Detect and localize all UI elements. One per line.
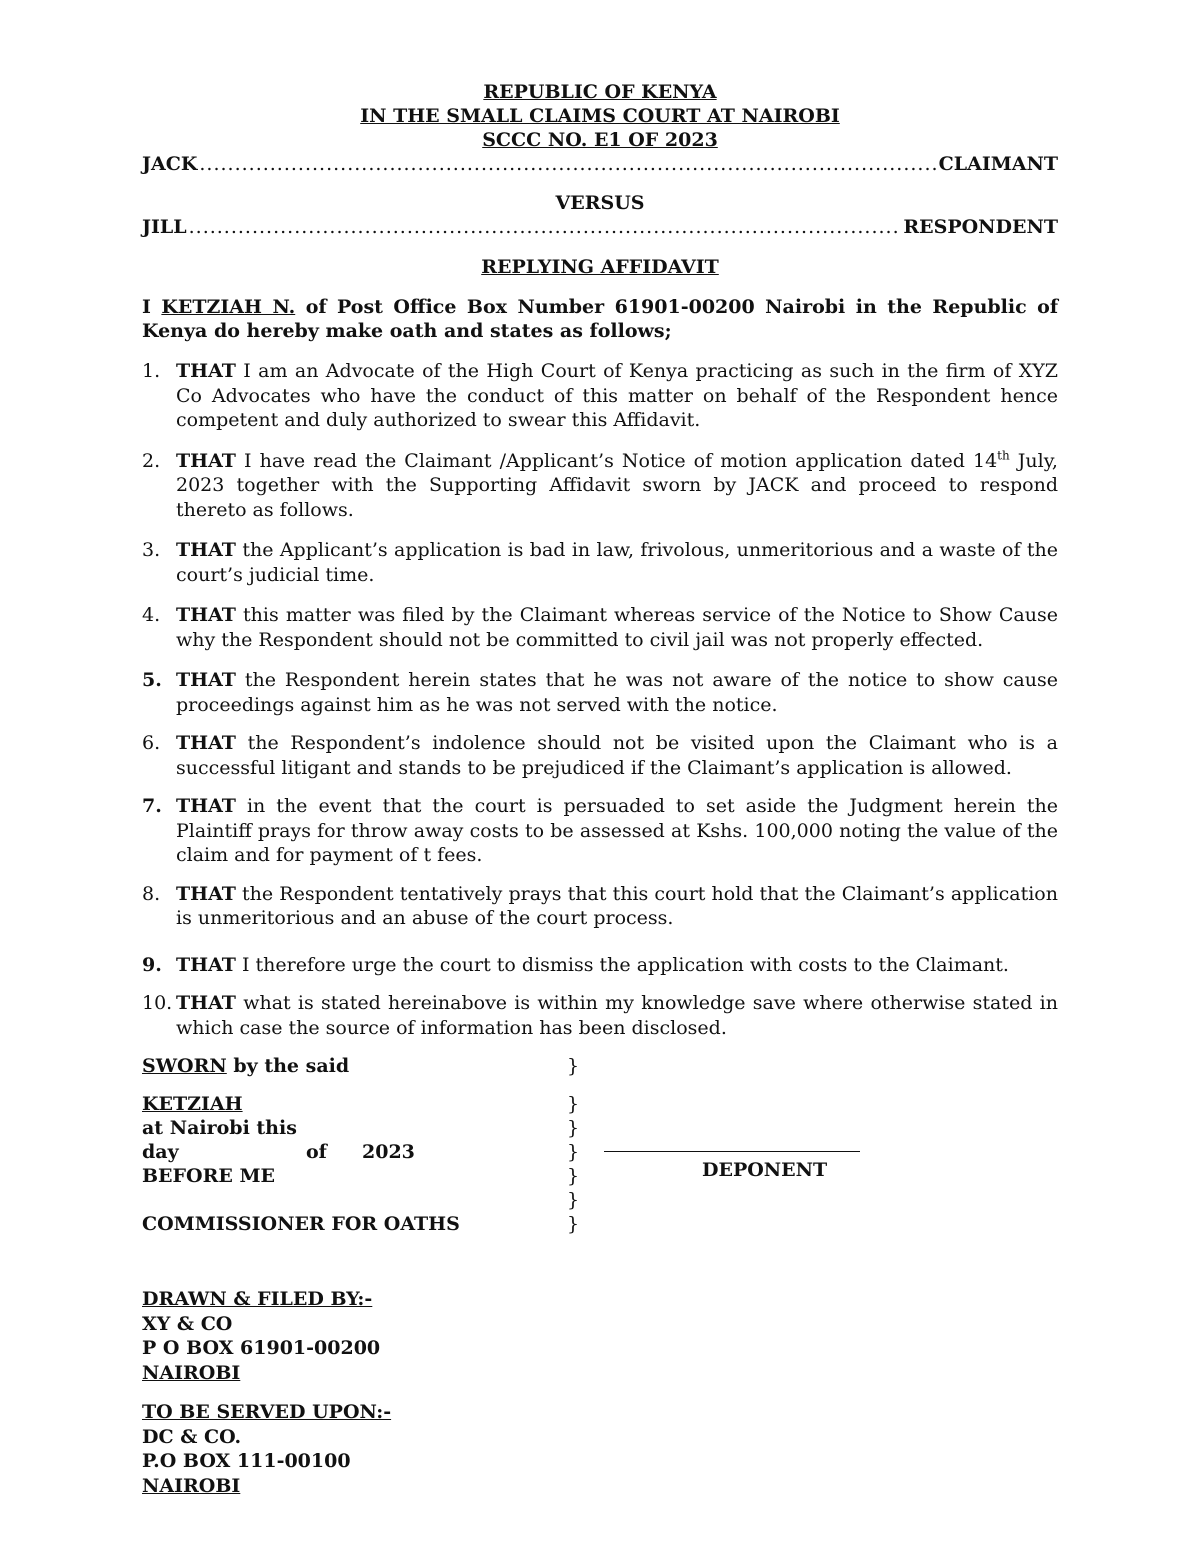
leader-dots (189, 215, 902, 239)
drawn-heading: DRAWN & FILED BY:- (142, 1288, 373, 1310)
jurat-by-the-said: by the said (226, 1055, 350, 1077)
respondent-line (142, 215, 1058, 239)
para-number: 7. (142, 795, 162, 817)
brace: } (567, 1165, 580, 1187)
jurat-row (142, 1164, 1058, 1188)
intro-paragraph (142, 295, 1058, 343)
respondent-name: JILL (142, 216, 187, 238)
para-number: 2. (142, 449, 161, 472)
jurat-day: day (142, 1141, 179, 1163)
para-lead: THAT (176, 953, 236, 976)
served-upon-block (142, 1400, 1058, 1498)
drawn-filed-block (142, 1287, 1058, 1385)
list-item (142, 991, 1058, 1040)
list-item (142, 359, 1058, 433)
jurat-block (142, 1054, 1058, 1236)
jurat-row (142, 1212, 1058, 1236)
claimant-role: CLAIMANT (938, 153, 1058, 175)
affidavit-page (142, 80, 1058, 1498)
jurat-row (142, 1188, 1058, 1212)
list-item (142, 449, 1058, 523)
jurat-row (142, 1116, 1058, 1140)
served-firm: DC & CO. (142, 1425, 242, 1448)
jurat-row (142, 1054, 1058, 1078)
list-item (142, 731, 1058, 780)
leader-dots (199, 152, 936, 176)
para-text: what is stated hereinabove is within my knowledge save where otherwise stated in which case the source of information has been disclosed. (176, 992, 1058, 1039)
averments-list (142, 359, 1058, 1040)
brace: } (567, 1141, 580, 1163)
para-text: the Respondent’s indolence should not be visited upon the Claimant who is a successful litigant and stands to be prejudiced if the Claimant’s application is allowed. (176, 732, 1058, 779)
jurat-row (142, 1140, 1058, 1164)
para-text: in the event that the court is persuaded to set aside the Judgment herein the Plaintiff prays for throw away costs to be assessed at Kshs. 100,000 noting the value of the claim and for payment of t fees. (176, 795, 1058, 866)
court-header (142, 80, 1058, 152)
para-lead: THAT (176, 449, 236, 472)
list-item (142, 794, 1058, 868)
list-item (142, 538, 1058, 587)
para-lead: THAT (176, 604, 236, 626)
served-heading: TO BE SERVED UPON:- (142, 1401, 392, 1423)
header-case-number: SCCC NO. E1 OF 2023 (482, 129, 718, 151)
respondent-role: RESPONDENT (903, 216, 1058, 238)
jurat-of: of (306, 1141, 327, 1163)
jurat-name: KETZIAH (142, 1093, 243, 1115)
para-number: 10. (142, 992, 173, 1014)
jurat-row (142, 1092, 1058, 1116)
para-text: I therefore urge the court to dismiss the application with costs to the Claimant. (235, 953, 1009, 976)
drawn-box: P O BOX 61901-00200 (142, 1337, 381, 1359)
jurat-before-me: BEFORE ME (142, 1165, 275, 1187)
ordinal-suffix: th (997, 448, 1010, 463)
para-number: 9. (142, 953, 162, 976)
served-box: P.O BOX 111-00100 (142, 1450, 351, 1472)
brace: } (567, 1093, 580, 1115)
brace: } (567, 1189, 580, 1211)
para-number: 8. (142, 882, 161, 905)
brace: } (567, 1213, 580, 1235)
claimant-line (142, 152, 1058, 176)
jurat-year: 2023 (362, 1141, 415, 1163)
deponent-label: DEPONENT (702, 1159, 828, 1181)
para-lead: THAT (176, 539, 236, 561)
list-item (142, 953, 1058, 978)
signature-line (604, 1151, 860, 1152)
para-text: the Applicant’s application is bad in law, frivolous, unmeritorious and a waste of the court’s judicial time. (176, 539, 1058, 586)
para-lead: THAT (176, 669, 236, 691)
para-text: this matter was filed by the Claimant whereas service of the Notice to Show Cause why the Respondent should not be committed to civil jail was not properly effected. (176, 604, 1058, 651)
para-number: 6. (142, 732, 161, 754)
drawn-firm: XY & CO (142, 1312, 233, 1335)
para-lead: THAT (176, 882, 236, 905)
drawn-city: NAIROBI (142, 1361, 241, 1384)
brace: } (567, 1117, 580, 1139)
para-number: 5. (142, 669, 162, 691)
list-item (142, 603, 1058, 652)
intro-text: of Post Office Box Number 61901-00200 Nairobi in the Republic of Kenya do hereby make oath and states as follows; (142, 296, 1058, 342)
claimant-name: JACK (142, 153, 198, 175)
jurat-commissioner: COMMISSIONER FOR OATHS (142, 1213, 460, 1235)
brace: } (567, 1055, 580, 1077)
para-text: I am an Advocate of the High Court of Kenya practicing as such in the firm of XYZ Co Advocates who have the conduct of this matter on behalf of the Respondent hence competent and duly authorized to swear this Affidavit. (176, 360, 1058, 431)
para-lead: THAT (176, 795, 236, 817)
para-text-cont: July, 2023 together with the Supporting Affidavit sworn by JACK and proceed to respond thereto as follows. (176, 449, 1058, 521)
deponent-name: KETZIAH N. (161, 296, 296, 318)
para-text: the Respondent herein states that he was not aware of the notice to show cause proceedings against him as he was not served with the notice. (176, 669, 1058, 716)
para-number: 1. (142, 360, 161, 382)
para-text: I have read the Claimant /Applicant’s Notice of motion application dated 14 (235, 449, 998, 472)
para-text: the Respondent tentatively prays that this court hold that the Claimant’s application is unmeritorious and an abuse of the court process. (176, 882, 1058, 929)
document-title: REPLYING AFFIDAVIT (481, 256, 719, 278)
jurat-sworn: SWORN (142, 1055, 227, 1077)
header-republic: REPUBLIC OF KENYA (483, 81, 717, 103)
jurat-at-nairobi: at Nairobi this (142, 1117, 297, 1139)
para-number: 4. (142, 604, 161, 626)
list-item (142, 668, 1058, 717)
header-court: IN THE SMALL CLAIMS COURT AT NAIROBI (360, 105, 840, 127)
para-lead: THAT (176, 360, 236, 382)
intro-prefix: I (142, 296, 162, 318)
para-lead: THAT (176, 992, 236, 1014)
para-lead: THAT (176, 732, 236, 754)
served-city: NAIROBI (142, 1474, 241, 1497)
para-number: 3. (142, 539, 161, 561)
versus: VERSUS (555, 192, 645, 214)
list-item (142, 882, 1058, 931)
